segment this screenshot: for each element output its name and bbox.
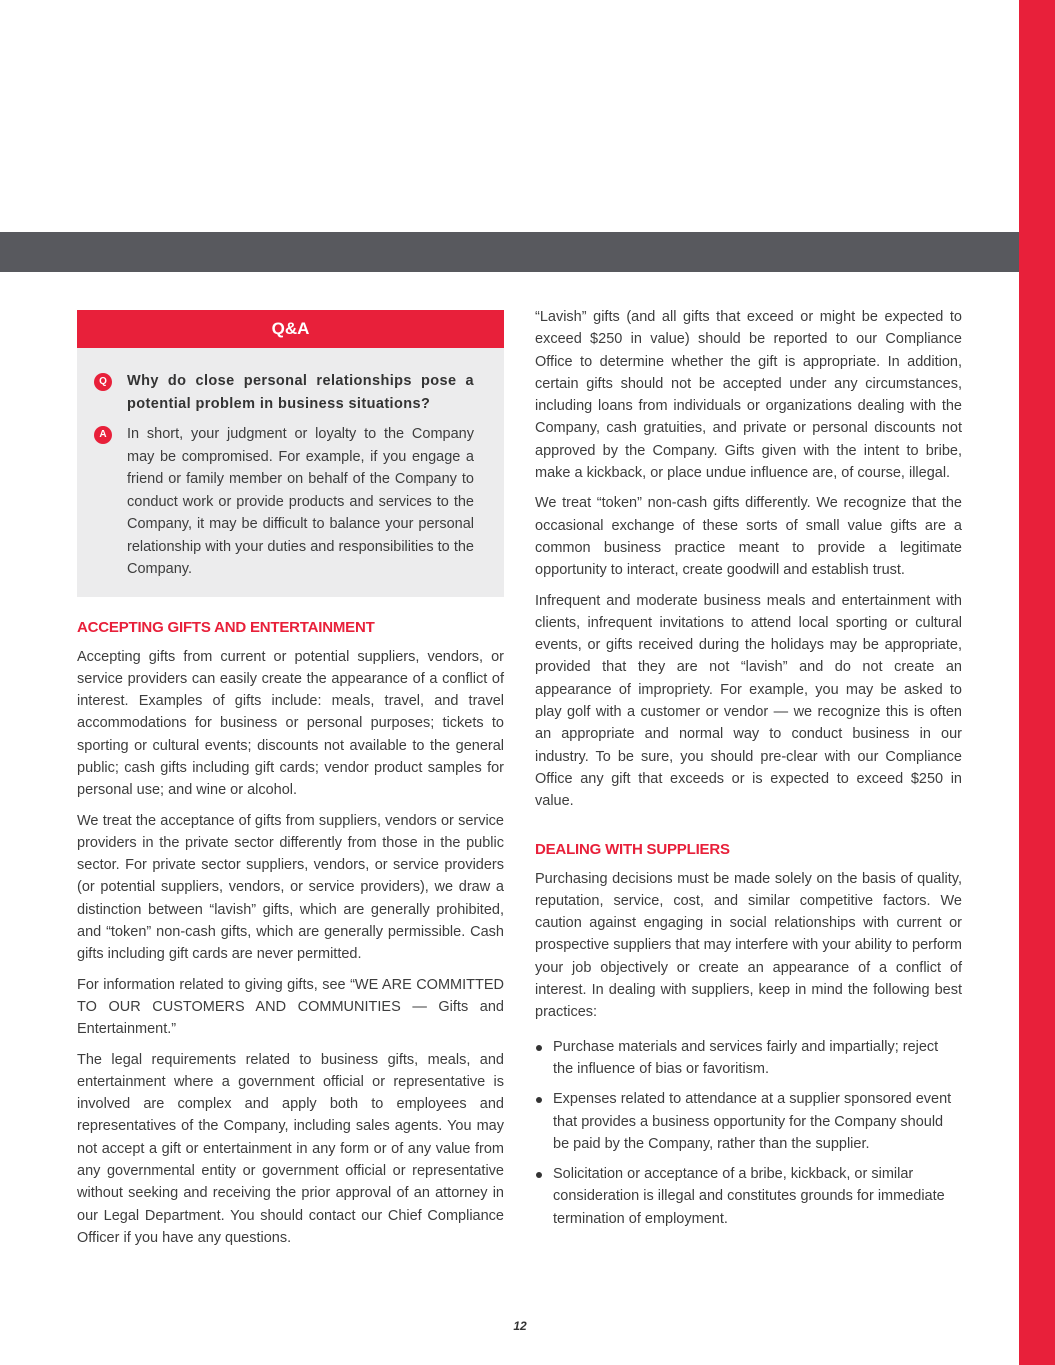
accepting-paragraph-3: For information related to giving gifts, see “WE ARE COMMITTED TO OUR CUSTOMERS AND COMMUNITIES — Gifts and Entertainment.”: [77, 976, 504, 1038]
dealing-with-suppliers-heading: DEALING WITH SUPPLIERS: [535, 840, 730, 858]
accepting-gifts-heading: ACCEPTING GIFTS AND ENTERTAINMENT: [77, 618, 375, 636]
best-practices-list: [535, 1036, 962, 1230]
page-number: 12: [513, 1319, 527, 1333]
qa-title: Q&A: [77, 310, 504, 348]
qa-box: [77, 310, 504, 597]
qa-question-row: [77, 370, 504, 415]
bullet-icon: [536, 1172, 542, 1178]
header-gray-band: [0, 232, 1019, 272]
bullet-icon: [536, 1045, 542, 1051]
qa-question: Why do close personal relationships pose a potential problem in business situations?: [127, 373, 474, 412]
token-gifts-paragraph: We treat “token” non-cash gifts differently. We recognize that the occasional exchange of these sorts of small value gifts are a common business practice meant to provide a legitimate opportunity to interact, create goodwill and establish trust.: [535, 495, 962, 579]
a-badge-icon: A: [94, 426, 112, 444]
list-item: [535, 1163, 962, 1230]
left-column: [77, 310, 504, 1257]
right-column: [535, 306, 962, 1238]
bullet-icon: [536, 1097, 542, 1103]
list-item-text: Solicitation or acceptance of a bribe, kickback, or similar consideration is illegal and constitutes grounds for immediate termination of employment.: [553, 1166, 945, 1227]
qa-answer-row: [77, 423, 504, 581]
accepting-paragraph-4: The legal requirements related to business gifts, meals, and entertainment where a government official or representative is involved are complex and apply both to employees and representatives of the Company, including sales agents. You may not accept a gift or entertainment in any form or of any value from any governmental entity or government official or representative without seeking and receiving the prior approval of an attorney in our Legal Department. You should contact our Chief Compliance Officer if you have any questions.: [77, 1051, 504, 1246]
list-item: [535, 1088, 962, 1155]
lavish-gifts-paragraph: “Lavish” gifts (and all gifts that exceed or might be expected to exceed $250 in value) should be reported to our Compliance Office to determine whether the gift is appropriate. In addition, certain gifts should not be accepted under any circumstances, including loans from individuals or organizations dealing with the Company, cash gratuities, and private or personal discounts not approved by the Company. Gifts given with the intent to bribe, make a kickback, or place undue influence are, of course, illegal.: [535, 309, 962, 482]
right-edge-red-strip: [1019, 0, 1055, 1365]
business-meals-paragraph: Infrequent and moderate business meals and entertainment with clients, infrequent invitations to attend local sporting or cultural events, or gifts received during the holidays may be appropriate, provided that they are not “lavish” and do not create an appearance of impropriety. For example, you may be asked to play golf with a customer or vendor — we recognize this is often an appropriate and normal way to conduct business in our industry. To be sure, you should pre-clear with our Compliance Office any gift that exceeds or is expected to exceed $250 in value.: [535, 592, 962, 810]
accepting-paragraph-1: Accepting gifts from current or potential suppliers, vendors, or service providers can easily create the appearance of a conflict of interest. Examples of gifts include: meals, travel, and travel accommodations for business or personal purposes; tickets to sporting or cultural events; discounts not available to the general public; cash gifts including gift cards; vendor product samples for personal use; and wine or alcohol.: [77, 648, 504, 799]
list-item-text: Expenses related to attendance at a supplier sponsored event that provides a business opportunity for the Company should be paid by the Company, rather than the supplier.: [553, 1091, 952, 1152]
q-badge-icon: Q: [94, 373, 112, 391]
accepting-paragraph-2: We treat the acceptance of gifts from suppliers, vendors or service providers in the private sector differently from those in the public sector. For private sector suppliers, vendors, or service providers (or potential suppliers, vendors, or service providers), we draw a distinction between “lavish” gifts, which are generally prohibited, and “token” non-cash gifts, which are generally permissible. Cash gifts including gift cards are never permitted.: [77, 812, 504, 963]
suppliers-intro: Purchasing decisions must be made solely on the basis of quality, reputation, service, cost, and similar competitive factors. We caution against engaging in social relationships with current or prospective suppliers that may interfere with your ability to perform your job objectively or create an appearance of a conflict of interest. In dealing with suppliers, keep in mind the following best practices:: [535, 870, 962, 1021]
list-item-text: Purchase materials and services fairly and impartially; reject the influence of bias or favoritism.: [553, 1038, 939, 1077]
qa-answer: In short, your judgment or loyalty to the Company may be compromised. For example, if you engage a friend or family member on behalf of the Company to conduct work or provide products and services to the Company, it may be difficult to balance your personal relationship with your duties and responsibilities to the Company.: [127, 426, 474, 577]
list-item: [535, 1036, 962, 1081]
